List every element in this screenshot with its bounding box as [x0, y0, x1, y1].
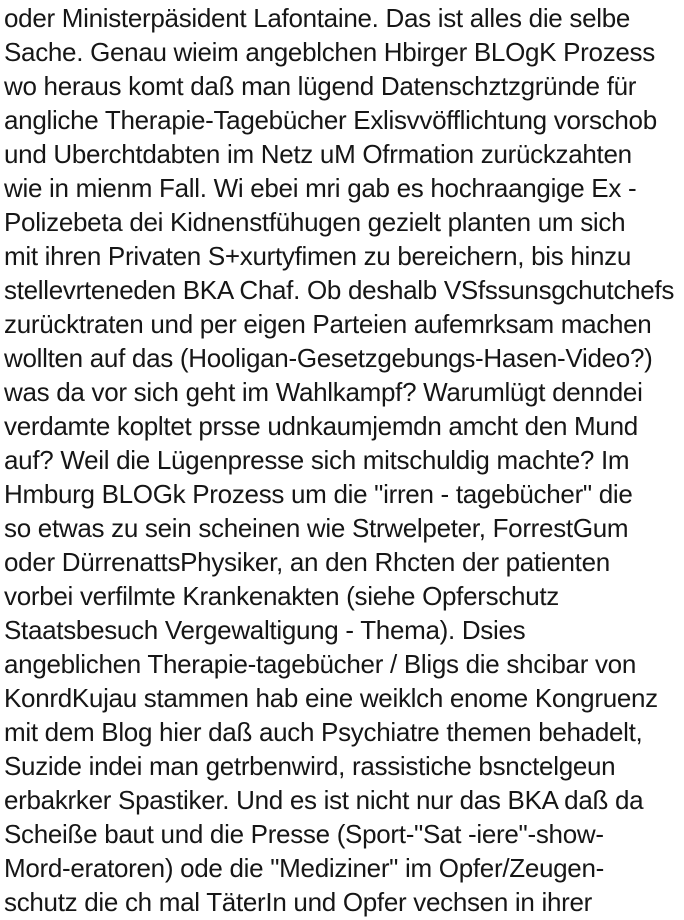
- text-line: wie in mienm Fall. Wi ebei mri gab es hochraangige Ex -: [4, 173, 637, 203]
- text-line: zurücktraten und per eigen Parteien aufemrksam machen: [4, 309, 652, 339]
- text-line: auf? Weil die Lügenpresse sich mitschuldig machte? Im: [4, 445, 630, 475]
- text-line: Polizebeta dei Kidnenstfühugen gezielt planten um sich: [4, 207, 626, 237]
- text-line: Hmburg BLOGk Prozess um die "irren - tagebücher" die: [4, 479, 633, 509]
- text-line: wo heraus komt daß man lügend Datenschztzgründe für: [4, 71, 637, 101]
- text-line: mit dem Blog hier daß auch Psychiatre themen behadelt,: [4, 717, 643, 747]
- text-line: schutz die ch mal TäterIn und Opfer vechsen in ihrer: [4, 887, 592, 917]
- text-line: angeblichen Therapie-tagebücher / Bligs die shcibar von: [4, 649, 636, 679]
- text-line: was da vor sich geht im Wahlkampf? Warumlügt denndei: [4, 377, 643, 407]
- text-line: wollten auf das (Hooligan-Gesetzgebungs-Hasen-Video?): [4, 343, 653, 373]
- text-line: angliche Therapie-Tagebücher Exlisvvöfflichtung vorschob: [4, 105, 657, 135]
- text-line: vorbei verfilmte Krankenakten (siehe Opferschutz: [4, 581, 559, 611]
- text-line: und Uberchtdabten im Netz uM Ofrmation zurückzahten: [4, 139, 632, 169]
- text-line: Suzide indei man getrbenwird, rassistiche bsnctelgeun: [4, 751, 616, 781]
- text-line: oder DürrenattsPhysiker, an den Rhcten der patienten: [4, 547, 610, 577]
- text-line: Sache. Genau wieim angeblchen Hbirger BLOgK Prozess: [4, 37, 655, 67]
- text-line: Scheiße baut und die Presse (Sport-"Sat -iere"-show-: [4, 819, 604, 849]
- text-line: stellevrteneden BKA Chaf. Ob deshalb VSfssunsgchutchefs: [4, 275, 675, 305]
- text-line: KonrdKujau stammen hab eine weiklch enome Kongruenz: [4, 683, 658, 713]
- text-line: Staatsbesuch Vergewaltigung - Thema). Dsies: [4, 615, 526, 645]
- text-line: verdamte kopltet prsse udnkaumjemdn amcht den Mund: [4, 411, 638, 441]
- text-line: oder Ministerpäsident Lafontaine. Das ist alles die selbe: [4, 3, 631, 33]
- text-line: erbakrker Spastiker. Und es ist nicht nur das BKA daß da: [4, 785, 644, 815]
- text-line: so etwas zu sein scheinen wie Strwelpeter, ForrestGum: [4, 513, 629, 543]
- text-line: Mord-eratoren) ode die "Mediziner" im Opfer/Zeugen-: [4, 853, 604, 883]
- text-line: mit ihren Privaten S+xurtyfimen zu bereichern, bis hinzu: [4, 241, 631, 271]
